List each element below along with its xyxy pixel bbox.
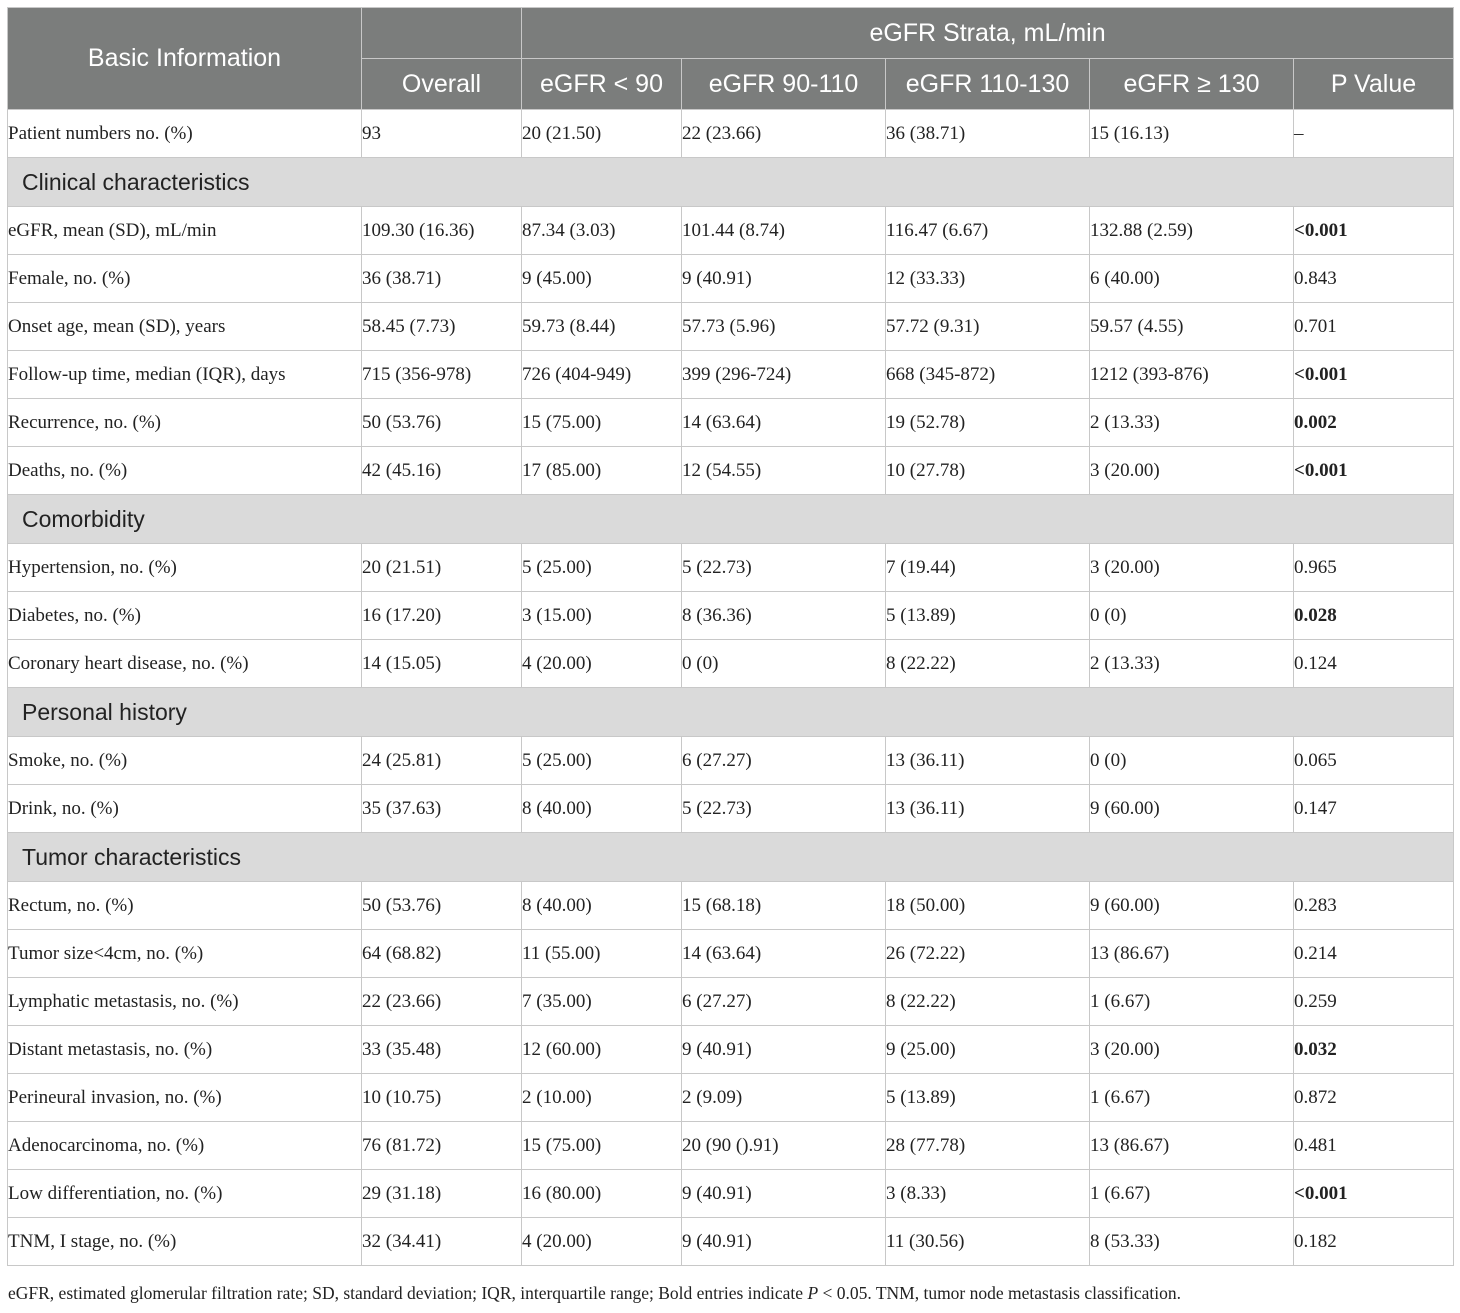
cell-egfr-ge-130: 1 (6.67): [1090, 978, 1294, 1026]
cell-egfr-ge-130: 3 (20.00): [1090, 1026, 1294, 1074]
table-row: [8, 737, 1454, 785]
cell-overall: 35 (37.63): [362, 785, 522, 833]
table-row: [8, 1026, 1454, 1074]
cell-overall: 42 (45.16): [362, 447, 522, 495]
cell-p-value: <0.001: [1294, 207, 1454, 255]
cell-egfr-90-110: 14 (63.64): [682, 930, 886, 978]
row-label: Recurrence, no. (%): [8, 399, 362, 447]
cell-egfr-110-130: 5 (13.89): [886, 1074, 1090, 1122]
cell-egfr-ge-130: 0 (0): [1090, 737, 1294, 785]
cell-egfr-110-130: 19 (52.78): [886, 399, 1090, 447]
row-label: Drink, no. (%): [8, 785, 362, 833]
row-label: Rectum, no. (%): [8, 882, 362, 930]
table-row: [8, 1122, 1454, 1170]
row-label: Female, no. (%): [8, 255, 362, 303]
cell-p-value: 0.147: [1294, 785, 1454, 833]
table-row: [8, 882, 1454, 930]
cell-egfr-lt-90: 87.34 (3.03): [522, 207, 682, 255]
table-row: [8, 1218, 1454, 1266]
row-label: Smoke, no. (%): [8, 737, 362, 785]
cell-egfr-ge-130: 1212 (393-876): [1090, 351, 1294, 399]
cell-egfr-90-110: 15 (68.18): [682, 882, 886, 930]
cell-p-value: 0.872: [1294, 1074, 1454, 1122]
cell-p-value: 0.032: [1294, 1026, 1454, 1074]
cell-egfr-90-110: 6 (27.27): [682, 737, 886, 785]
cell-egfr-ge-130: 15 (16.13): [1090, 110, 1294, 158]
cell-egfr-90-110: 57.73 (5.96): [682, 303, 886, 351]
cell-egfr-ge-130: 6 (40.00): [1090, 255, 1294, 303]
table-body: [8, 110, 1454, 1266]
cell-overall: 109.30 (16.36): [362, 207, 522, 255]
cell-egfr-110-130: 12 (33.33): [886, 255, 1090, 303]
cell-egfr-90-110: 22 (23.66): [682, 110, 886, 158]
cell-egfr-ge-130: 3 (20.00): [1090, 544, 1294, 592]
row-label: Tumor size<4cm, no. (%): [8, 930, 362, 978]
table-row: [8, 255, 1454, 303]
section-row: [8, 158, 1454, 207]
cell-overall: 14 (15.05): [362, 640, 522, 688]
cell-egfr-90-110: 9 (40.91): [682, 1170, 886, 1218]
cell-egfr-lt-90: 12 (60.00): [522, 1026, 682, 1074]
cell-egfr-ge-130: 13 (86.67): [1090, 930, 1294, 978]
table-row: [8, 592, 1454, 640]
cell-p-value: 0.124: [1294, 640, 1454, 688]
row-label: Perineural invasion, no. (%): [8, 1074, 362, 1122]
cell-egfr-ge-130: 3 (20.00): [1090, 447, 1294, 495]
row-label: Diabetes, no. (%): [8, 592, 362, 640]
row-label: Onset age, mean (SD), years: [8, 303, 362, 351]
cell-egfr-lt-90: 5 (25.00): [522, 544, 682, 592]
cell-p-value: 0.283: [1294, 882, 1454, 930]
cell-egfr-ge-130: 9 (60.00): [1090, 785, 1294, 833]
cell-egfr-lt-90: 4 (20.00): [522, 1218, 682, 1266]
cell-egfr-ge-130: 9 (60.00): [1090, 882, 1294, 930]
table-row: [8, 207, 1454, 255]
section-label: Personal history: [8, 688, 1454, 737]
cell-egfr-110-130: 36 (38.71): [886, 110, 1090, 158]
row-label: Coronary heart disease, no. (%): [8, 640, 362, 688]
row-label: Low differentiation, no. (%): [8, 1170, 362, 1218]
cell-p-value: 0.028: [1294, 592, 1454, 640]
cell-overall: 20 (21.51): [362, 544, 522, 592]
cell-egfr-lt-90: 2 (10.00): [522, 1074, 682, 1122]
row-label: Adenocarcinoma, no. (%): [8, 1122, 362, 1170]
cell-p-value: 0.065: [1294, 737, 1454, 785]
cell-egfr-90-110: 399 (296-724): [682, 351, 886, 399]
cell-egfr-110-130: 13 (36.11): [886, 785, 1090, 833]
cell-egfr-lt-90: 3 (15.00): [522, 592, 682, 640]
cell-egfr-lt-90: 59.73 (8.44): [522, 303, 682, 351]
cell-overall: 32 (34.41): [362, 1218, 522, 1266]
header-col-egfr-ge-130: eGFR ≥ 130: [1090, 59, 1294, 110]
cell-egfr-ge-130: 1 (6.67): [1090, 1170, 1294, 1218]
section-label: Tumor characteristics: [8, 833, 1454, 882]
cell-egfr-ge-130: 0 (0): [1090, 592, 1294, 640]
cell-egfr-90-110: 14 (63.64): [682, 399, 886, 447]
cell-egfr-110-130: 13 (36.11): [886, 737, 1090, 785]
header-col-egfr-lt-90: eGFR < 90: [522, 59, 682, 110]
cell-egfr-90-110: 6 (27.27): [682, 978, 886, 1026]
cell-egfr-ge-130: 8 (53.33): [1090, 1218, 1294, 1266]
cell-egfr-110-130: 5 (13.89): [886, 592, 1090, 640]
cell-egfr-lt-90: 8 (40.00): [522, 882, 682, 930]
cell-egfr-110-130: 8 (22.22): [886, 640, 1090, 688]
cell-egfr-110-130: 10 (27.78): [886, 447, 1090, 495]
cell-egfr-lt-90: 16 (80.00): [522, 1170, 682, 1218]
cell-egfr-90-110: 0 (0): [682, 640, 886, 688]
row-label: Follow-up time, median (IQR), days: [8, 351, 362, 399]
cell-overall: 76 (81.72): [362, 1122, 522, 1170]
cell-p-value: 0.965: [1294, 544, 1454, 592]
cell-overall: 58.45 (7.73): [362, 303, 522, 351]
cell-overall: 16 (17.20): [362, 592, 522, 640]
footnote-text-before: eGFR, estimated glomerular filtration rate; SD, standard deviation; IQR, interquartile range; Bold entries indicate: [8, 1283, 808, 1303]
section-label: Comorbidity: [8, 495, 1454, 544]
header-col-p-value: P Value: [1294, 59, 1454, 110]
table-row: [8, 930, 1454, 978]
cell-egfr-110-130: 57.72 (9.31): [886, 303, 1090, 351]
cell-egfr-110-130: 11 (30.56): [886, 1218, 1090, 1266]
cell-egfr-ge-130: 2 (13.33): [1090, 399, 1294, 447]
section-label: Clinical characteristics: [8, 158, 1454, 207]
row-label: TNM, I stage, no. (%): [8, 1218, 362, 1266]
table-row: [8, 110, 1454, 158]
cell-egfr-lt-90: 11 (55.00): [522, 930, 682, 978]
footnote-p-symbol: P: [807, 1283, 819, 1303]
table-row: [8, 1074, 1454, 1122]
baseline-characteristics-table: [7, 7, 1454, 1266]
cell-egfr-110-130: 26 (72.22): [886, 930, 1090, 978]
cell-overall: 50 (53.76): [362, 882, 522, 930]
cell-overall: 36 (38.71): [362, 255, 522, 303]
row-label: Distant metastasis, no. (%): [8, 1026, 362, 1074]
cell-egfr-90-110: 2 (9.09): [682, 1074, 886, 1122]
cell-egfr-90-110: 5 (22.73): [682, 785, 886, 833]
cell-egfr-ge-130: 132.88 (2.59): [1090, 207, 1294, 255]
header-blank: [362, 8, 522, 59]
cell-p-value: 0.259: [1294, 978, 1454, 1026]
header-egfr-strata: eGFR Strata, mL/min: [522, 8, 1454, 59]
row-label: Patient numbers no. (%): [8, 110, 362, 158]
cell-egfr-lt-90: 726 (404-949): [522, 351, 682, 399]
table-footnote: [8, 1283, 1448, 1304]
cell-egfr-110-130: 3 (8.33): [886, 1170, 1090, 1218]
cell-egfr-110-130: 18 (50.00): [886, 882, 1090, 930]
row-label: Hypertension, no. (%): [8, 544, 362, 592]
section-row: [8, 495, 1454, 544]
row-label: Lymphatic metastasis, no. (%): [8, 978, 362, 1026]
cell-egfr-lt-90: 4 (20.00): [522, 640, 682, 688]
header-row-strata: [8, 8, 1454, 59]
cell-overall: 24 (25.81): [362, 737, 522, 785]
cell-p-value: 0.002: [1294, 399, 1454, 447]
cell-egfr-110-130: 8 (22.22): [886, 978, 1090, 1026]
cell-overall: 93: [362, 110, 522, 158]
footnote-text-after: < 0.05. TNM, tumor node metastasis classification.: [818, 1283, 1182, 1303]
table-row: [8, 785, 1454, 833]
cell-p-value: 0.182: [1294, 1218, 1454, 1266]
cell-egfr-90-110: 9 (40.91): [682, 1026, 886, 1074]
cell-overall: 33 (35.48): [362, 1026, 522, 1074]
cell-egfr-lt-90: 8 (40.00): [522, 785, 682, 833]
cell-p-value: 0.843: [1294, 255, 1454, 303]
cell-egfr-90-110: 20 (90 ().91): [682, 1122, 886, 1170]
cell-p-value: 0.481: [1294, 1122, 1454, 1170]
section-row: [8, 833, 1454, 882]
cell-egfr-ge-130: 59.57 (4.55): [1090, 303, 1294, 351]
cell-overall: 50 (53.76): [362, 399, 522, 447]
cell-egfr-90-110: 8 (36.36): [682, 592, 886, 640]
header-col-overall: Overall: [362, 59, 522, 110]
table-row: [8, 447, 1454, 495]
header-col-egfr-90-110: eGFR 90-110: [682, 59, 886, 110]
cell-p-value: 0.701: [1294, 303, 1454, 351]
cell-p-value: <0.001: [1294, 447, 1454, 495]
table-row: [8, 1170, 1454, 1218]
table-row: [8, 351, 1454, 399]
cell-egfr-90-110: 101.44 (8.74): [682, 207, 886, 255]
cell-p-value: <0.001: [1294, 351, 1454, 399]
cell-egfr-lt-90: 5 (25.00): [522, 737, 682, 785]
header-basic-information: Basic Information: [8, 8, 362, 110]
cell-egfr-90-110: 5 (22.73): [682, 544, 886, 592]
cell-egfr-lt-90: 15 (75.00): [522, 1122, 682, 1170]
cell-egfr-ge-130: 13 (86.67): [1090, 1122, 1294, 1170]
cell-overall: 10 (10.75): [362, 1074, 522, 1122]
row-label: Deaths, no. (%): [8, 447, 362, 495]
cell-overall: 715 (356-978): [362, 351, 522, 399]
cell-egfr-90-110: 9 (40.91): [682, 255, 886, 303]
cell-egfr-ge-130: 1 (6.67): [1090, 1074, 1294, 1122]
cell-egfr-90-110: 12 (54.55): [682, 447, 886, 495]
cell-egfr-lt-90: 7 (35.00): [522, 978, 682, 1026]
cell-overall: 29 (31.18): [362, 1170, 522, 1218]
cell-p-value: –: [1294, 110, 1454, 158]
cell-p-value: 0.214: [1294, 930, 1454, 978]
header-col-egfr-110-130: eGFR 110-130: [886, 59, 1090, 110]
cell-egfr-110-130: 28 (77.78): [886, 1122, 1090, 1170]
cell-egfr-110-130: 668 (345-872): [886, 351, 1090, 399]
cell-egfr-110-130: 9 (25.00): [886, 1026, 1090, 1074]
table-row: [8, 544, 1454, 592]
table-row: [8, 303, 1454, 351]
cell-overall: 22 (23.66): [362, 978, 522, 1026]
section-row: [8, 688, 1454, 737]
cell-egfr-90-110: 9 (40.91): [682, 1218, 886, 1266]
table-row: [8, 399, 1454, 447]
cell-overall: 64 (68.82): [362, 930, 522, 978]
cell-egfr-lt-90: 15 (75.00): [522, 399, 682, 447]
cell-egfr-lt-90: 17 (85.00): [522, 447, 682, 495]
table-row: [8, 640, 1454, 688]
row-label: eGFR, mean (SD), mL/min: [8, 207, 362, 255]
cell-egfr-lt-90: 20 (21.50): [522, 110, 682, 158]
table-row: [8, 978, 1454, 1026]
cell-egfr-110-130: 116.47 (6.67): [886, 207, 1090, 255]
cell-p-value: <0.001: [1294, 1170, 1454, 1218]
cell-egfr-lt-90: 9 (45.00): [522, 255, 682, 303]
cell-egfr-ge-130: 2 (13.33): [1090, 640, 1294, 688]
cell-egfr-110-130: 7 (19.44): [886, 544, 1090, 592]
